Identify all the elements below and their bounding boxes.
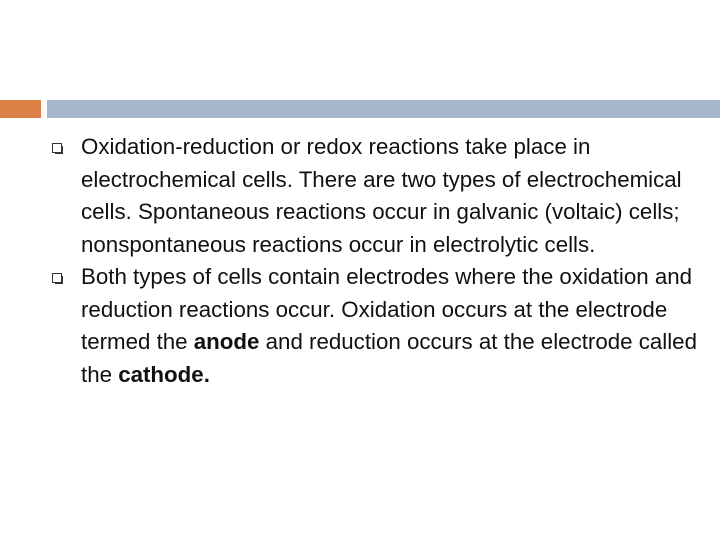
bullet-item [50,261,700,391]
bullet-item [50,131,700,261]
hollow-square-bullet-icon [52,143,62,153]
accent-bar [0,100,41,118]
bullet-text: Oxidation-reduction or redox reactions take place in electrochemical cells. There are two types of electrochemical cells. Spontaneous reactions occur in galvanic (voltaic) cells; nonspontaneous reactions occur in electrolytic cells. [81,134,682,257]
bold-term-cathode: cathode. [118,361,210,387]
slide-content [50,131,700,391]
bullet-text: and reduction occurs at the electrode called the [81,329,697,387]
bullet-text: Both types of cells contain electrodes where the oxidation and reduction reactions occur. Oxidation occurs at the electrode termed the [81,264,693,354]
bold-term-anode: anode [193,329,260,354]
hollow-square-bullet-icon [52,273,62,283]
title-bar [47,100,720,118]
